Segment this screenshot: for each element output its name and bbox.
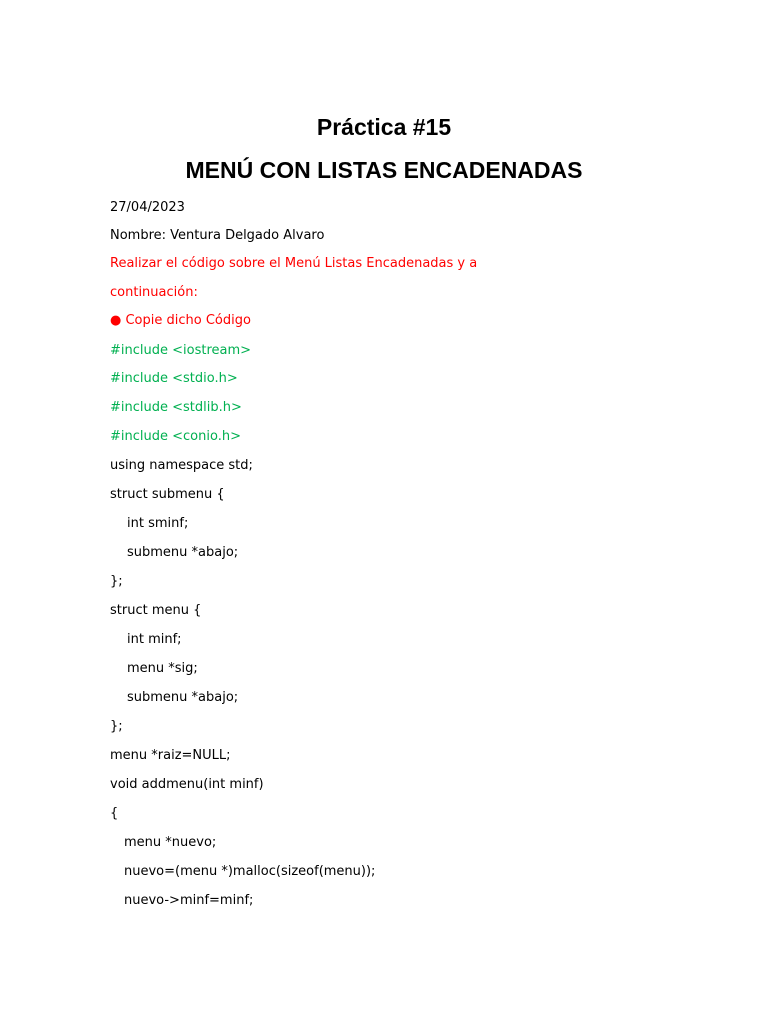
code-include-line: #include <stdio.h> [110, 371, 238, 386]
code-line: struct submenu { [110, 487, 225, 502]
code-line: menu *sig; [127, 661, 198, 676]
code-line: void addmenu(int minf) [110, 777, 264, 792]
code-include-line: #include <iostream> [110, 343, 252, 358]
code-line: }; [110, 574, 123, 589]
page-subtitle: MENÚ CON LISTAS ENCADENADAS [185, 157, 583, 183]
code-line: int minf; [127, 632, 182, 647]
instruction-line-2: continuación: [110, 285, 198, 300]
author-name: Nombre: Ventura Delgado Alvaro [110, 228, 325, 243]
code-line: submenu *abajo; [127, 690, 239, 705]
code-line: int sminf; [127, 516, 189, 531]
code-include-line: #include <conio.h> [110, 429, 241, 444]
date-text: 27/04/2023 [110, 200, 185, 215]
page-title: Práctica #15 [316, 114, 452, 140]
code-line: menu *raiz=NULL; [110, 748, 231, 763]
code-line: using namespace std; [110, 458, 253, 473]
instruction-line-1: Realizar el código sobre el Menú Listas Encadenadas y a [110, 256, 478, 271]
code-line: nuevo->minf=minf; [124, 893, 254, 908]
code-include-line: #include <stdlib.h> [110, 400, 242, 415]
code-line: { [110, 806, 119, 821]
code-line: }; [110, 719, 123, 734]
code-line: submenu *abajo; [127, 545, 239, 560]
code-line: menu *nuevo; [124, 835, 217, 850]
bullet-item: ● Copie dicho Código [110, 313, 251, 328]
code-line: struct menu { [110, 603, 202, 618]
code-line: nuevo=(menu *)malloc(sizeof(menu)); [124, 864, 376, 879]
